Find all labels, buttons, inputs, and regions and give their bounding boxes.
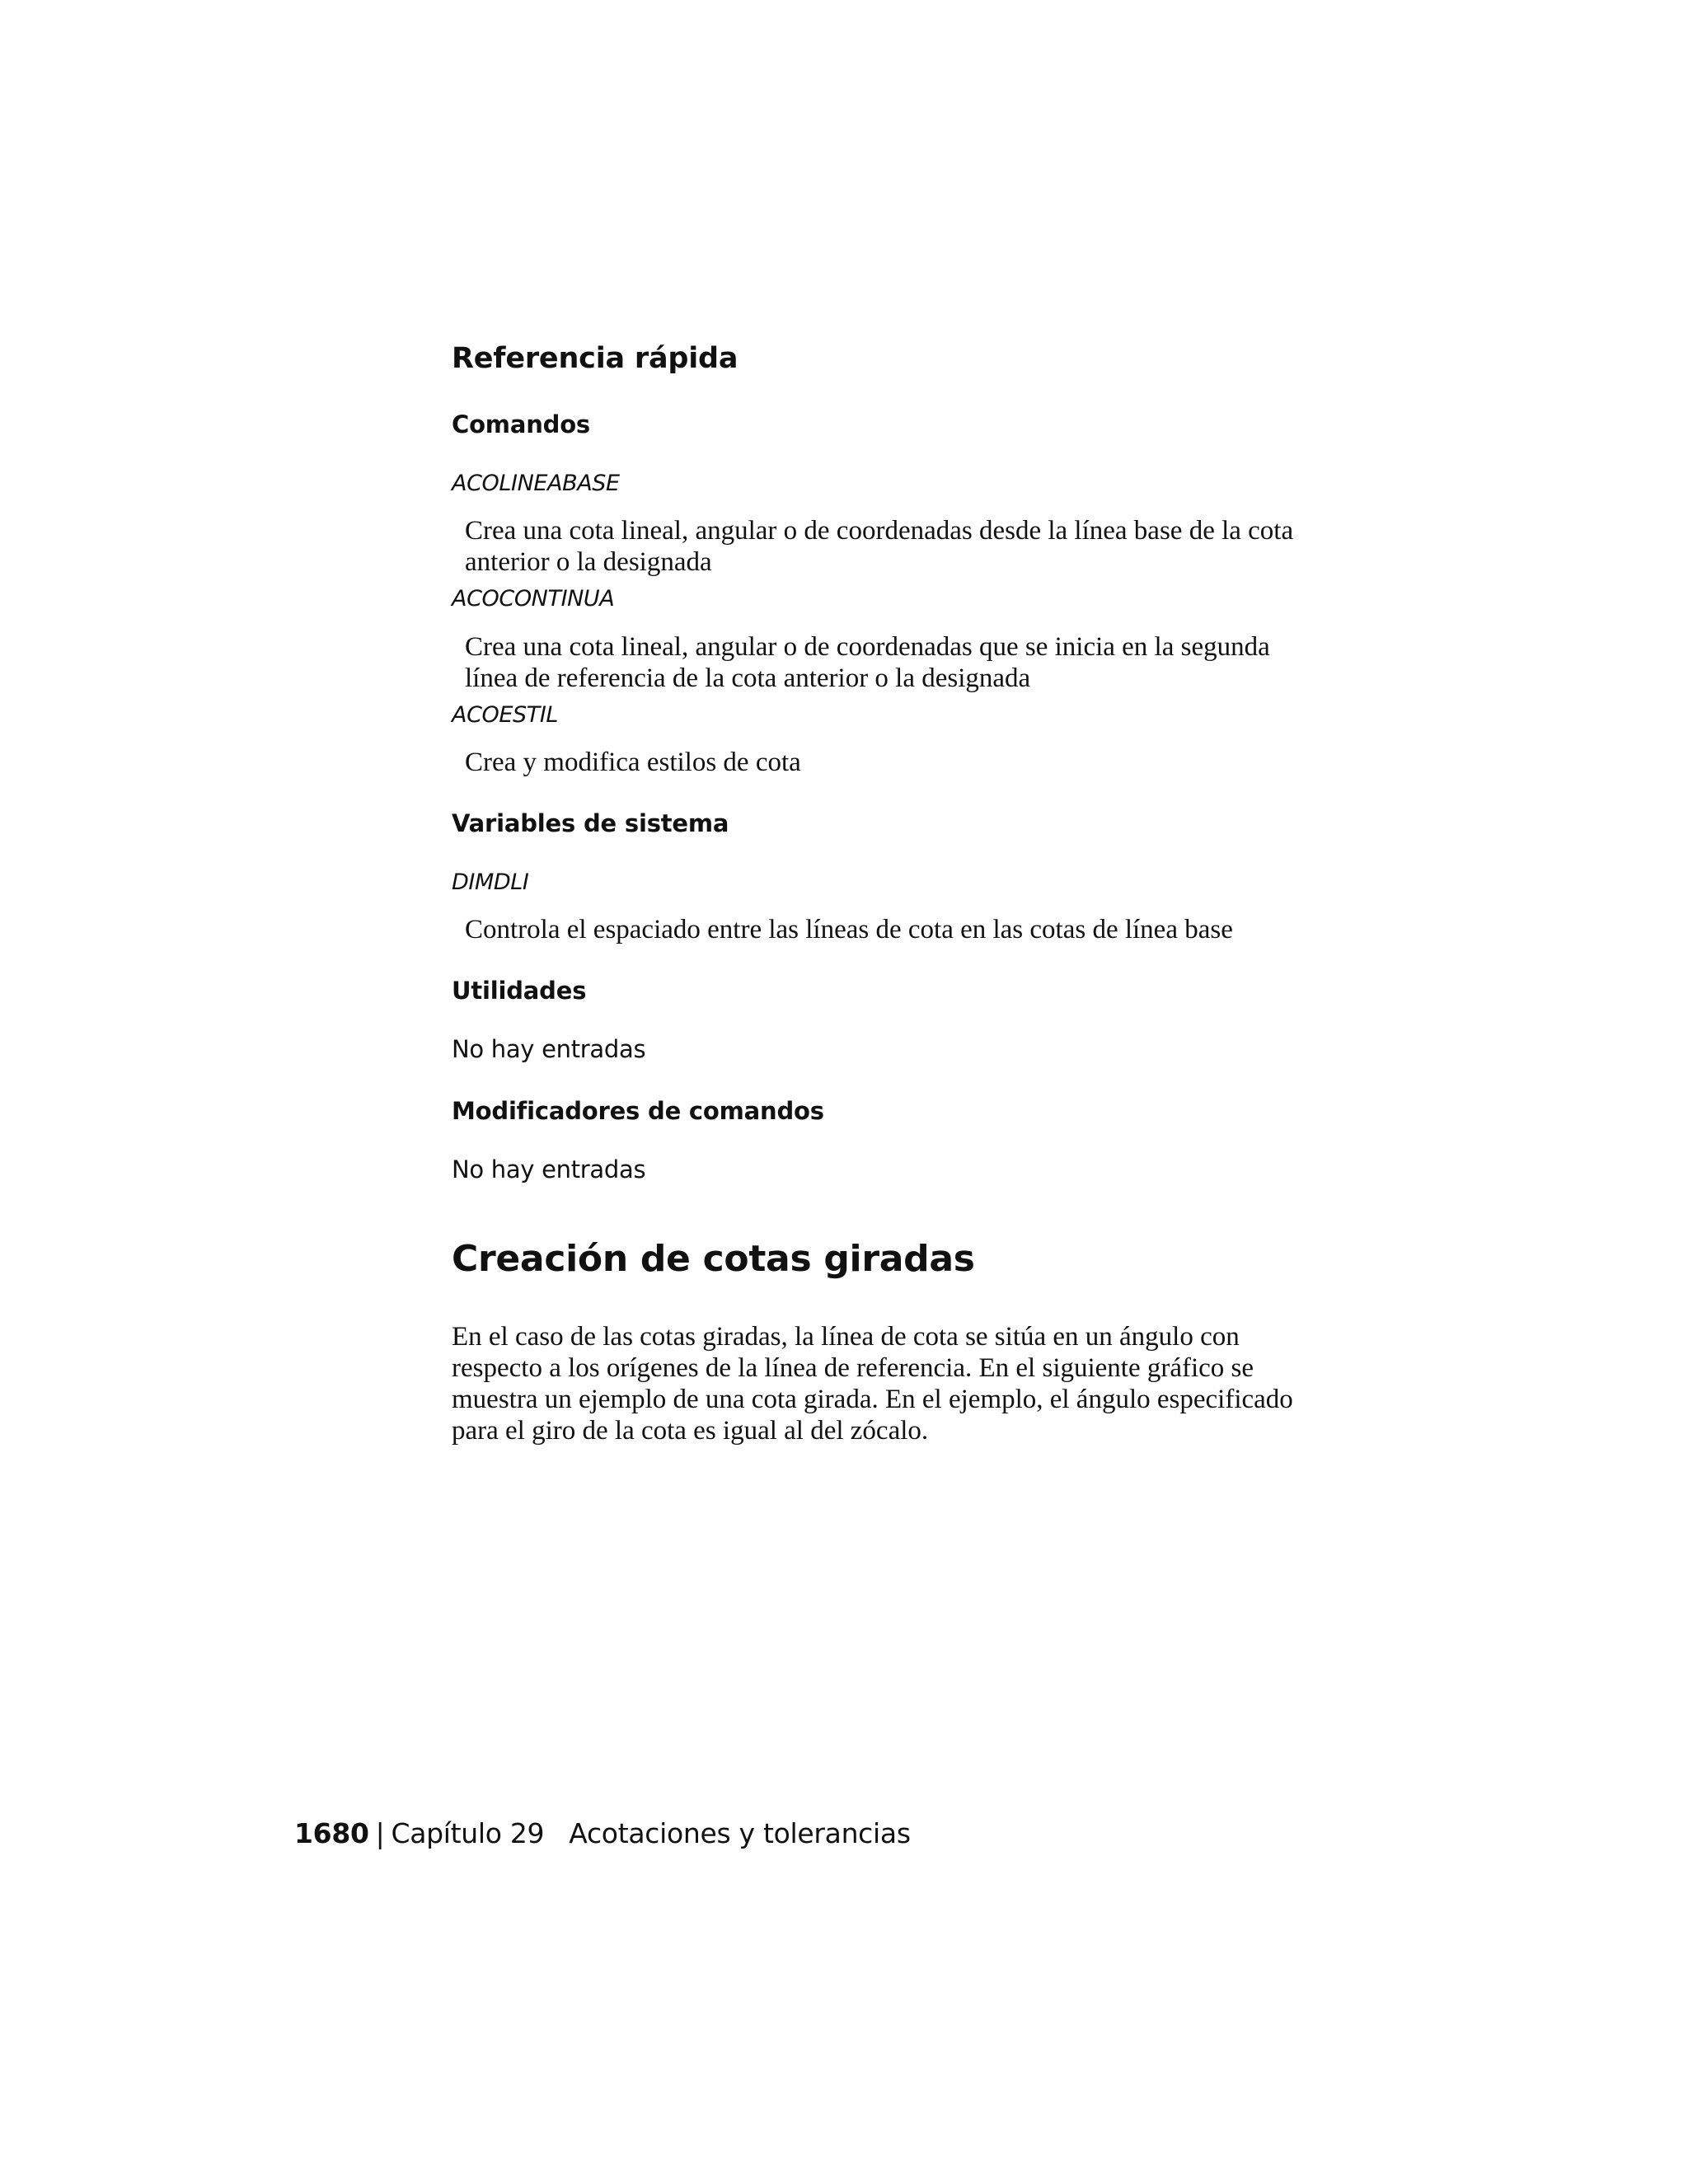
paragraph-line: respecto a los orígenes de la línea de referencia. En el siguiente gráfico se [452, 1353, 1254, 1384]
page-footer [294, 1817, 911, 1850]
chapter-label: Capítulo 29 [391, 1817, 545, 1849]
description-line: línea de referencia de la cota anterior o la designada [465, 663, 1031, 693]
description-line: Crea una cota lineal, angular o de coordenadas que se inicia en la segunda [465, 631, 1270, 662]
section-paragraph [452, 1321, 1342, 1446]
command-name: ACOCONTINUA [452, 586, 615, 612]
utilities-heading: Utilidades [452, 977, 587, 1005]
paragraph-line: muestra un ejemplo de una cota girada. En el ejemplo, el ángulo especificado [452, 1385, 1293, 1415]
variable-description: Controla el espaciado entre las líneas de cota en las cotas de línea base [465, 915, 1233, 945]
paragraph-line: para el giro de la cota es igual al del zócalo. [452, 1416, 929, 1446]
command-name: ACOLINEABASE [452, 470, 620, 496]
footer-separator: | [375, 1817, 385, 1849]
command-name: ACOESTIL [452, 701, 559, 728]
description-line: Crea una cota lineal, angular o de coordenadas desde la línea base de la cota [465, 516, 1294, 546]
page-number: 1680 [294, 1817, 369, 1849]
system-variables-heading: Variables de sistema [452, 808, 729, 837]
commands-heading: Comandos [452, 410, 590, 438]
chapter-title: Acotaciones y tolerancias [569, 1817, 911, 1849]
command-modifiers-text: No hay entradas [452, 1155, 646, 1183]
section-title: Creación de cotas giradas [452, 1238, 975, 1281]
page-content [452, 330, 1342, 1446]
command-description [452, 747, 1342, 778]
command-description [452, 515, 1342, 578]
utilities-text: No hay entradas [452, 1034, 646, 1063]
command-description [452, 631, 1342, 694]
description-line: anterior o la designada [465, 547, 712, 578]
paragraph-line: En el caso de las cotas giradas, la línea de cota se sitúa en un ángulo con [452, 1322, 1240, 1352]
command-modifiers-heading: Modificadores de comandos [452, 1096, 824, 1125]
description-line: Crea y modifica estilos de cota [465, 747, 801, 777]
quick-reference-title: Referencia rápida [452, 342, 738, 375]
variable-name: DIMDLI [452, 869, 529, 895]
